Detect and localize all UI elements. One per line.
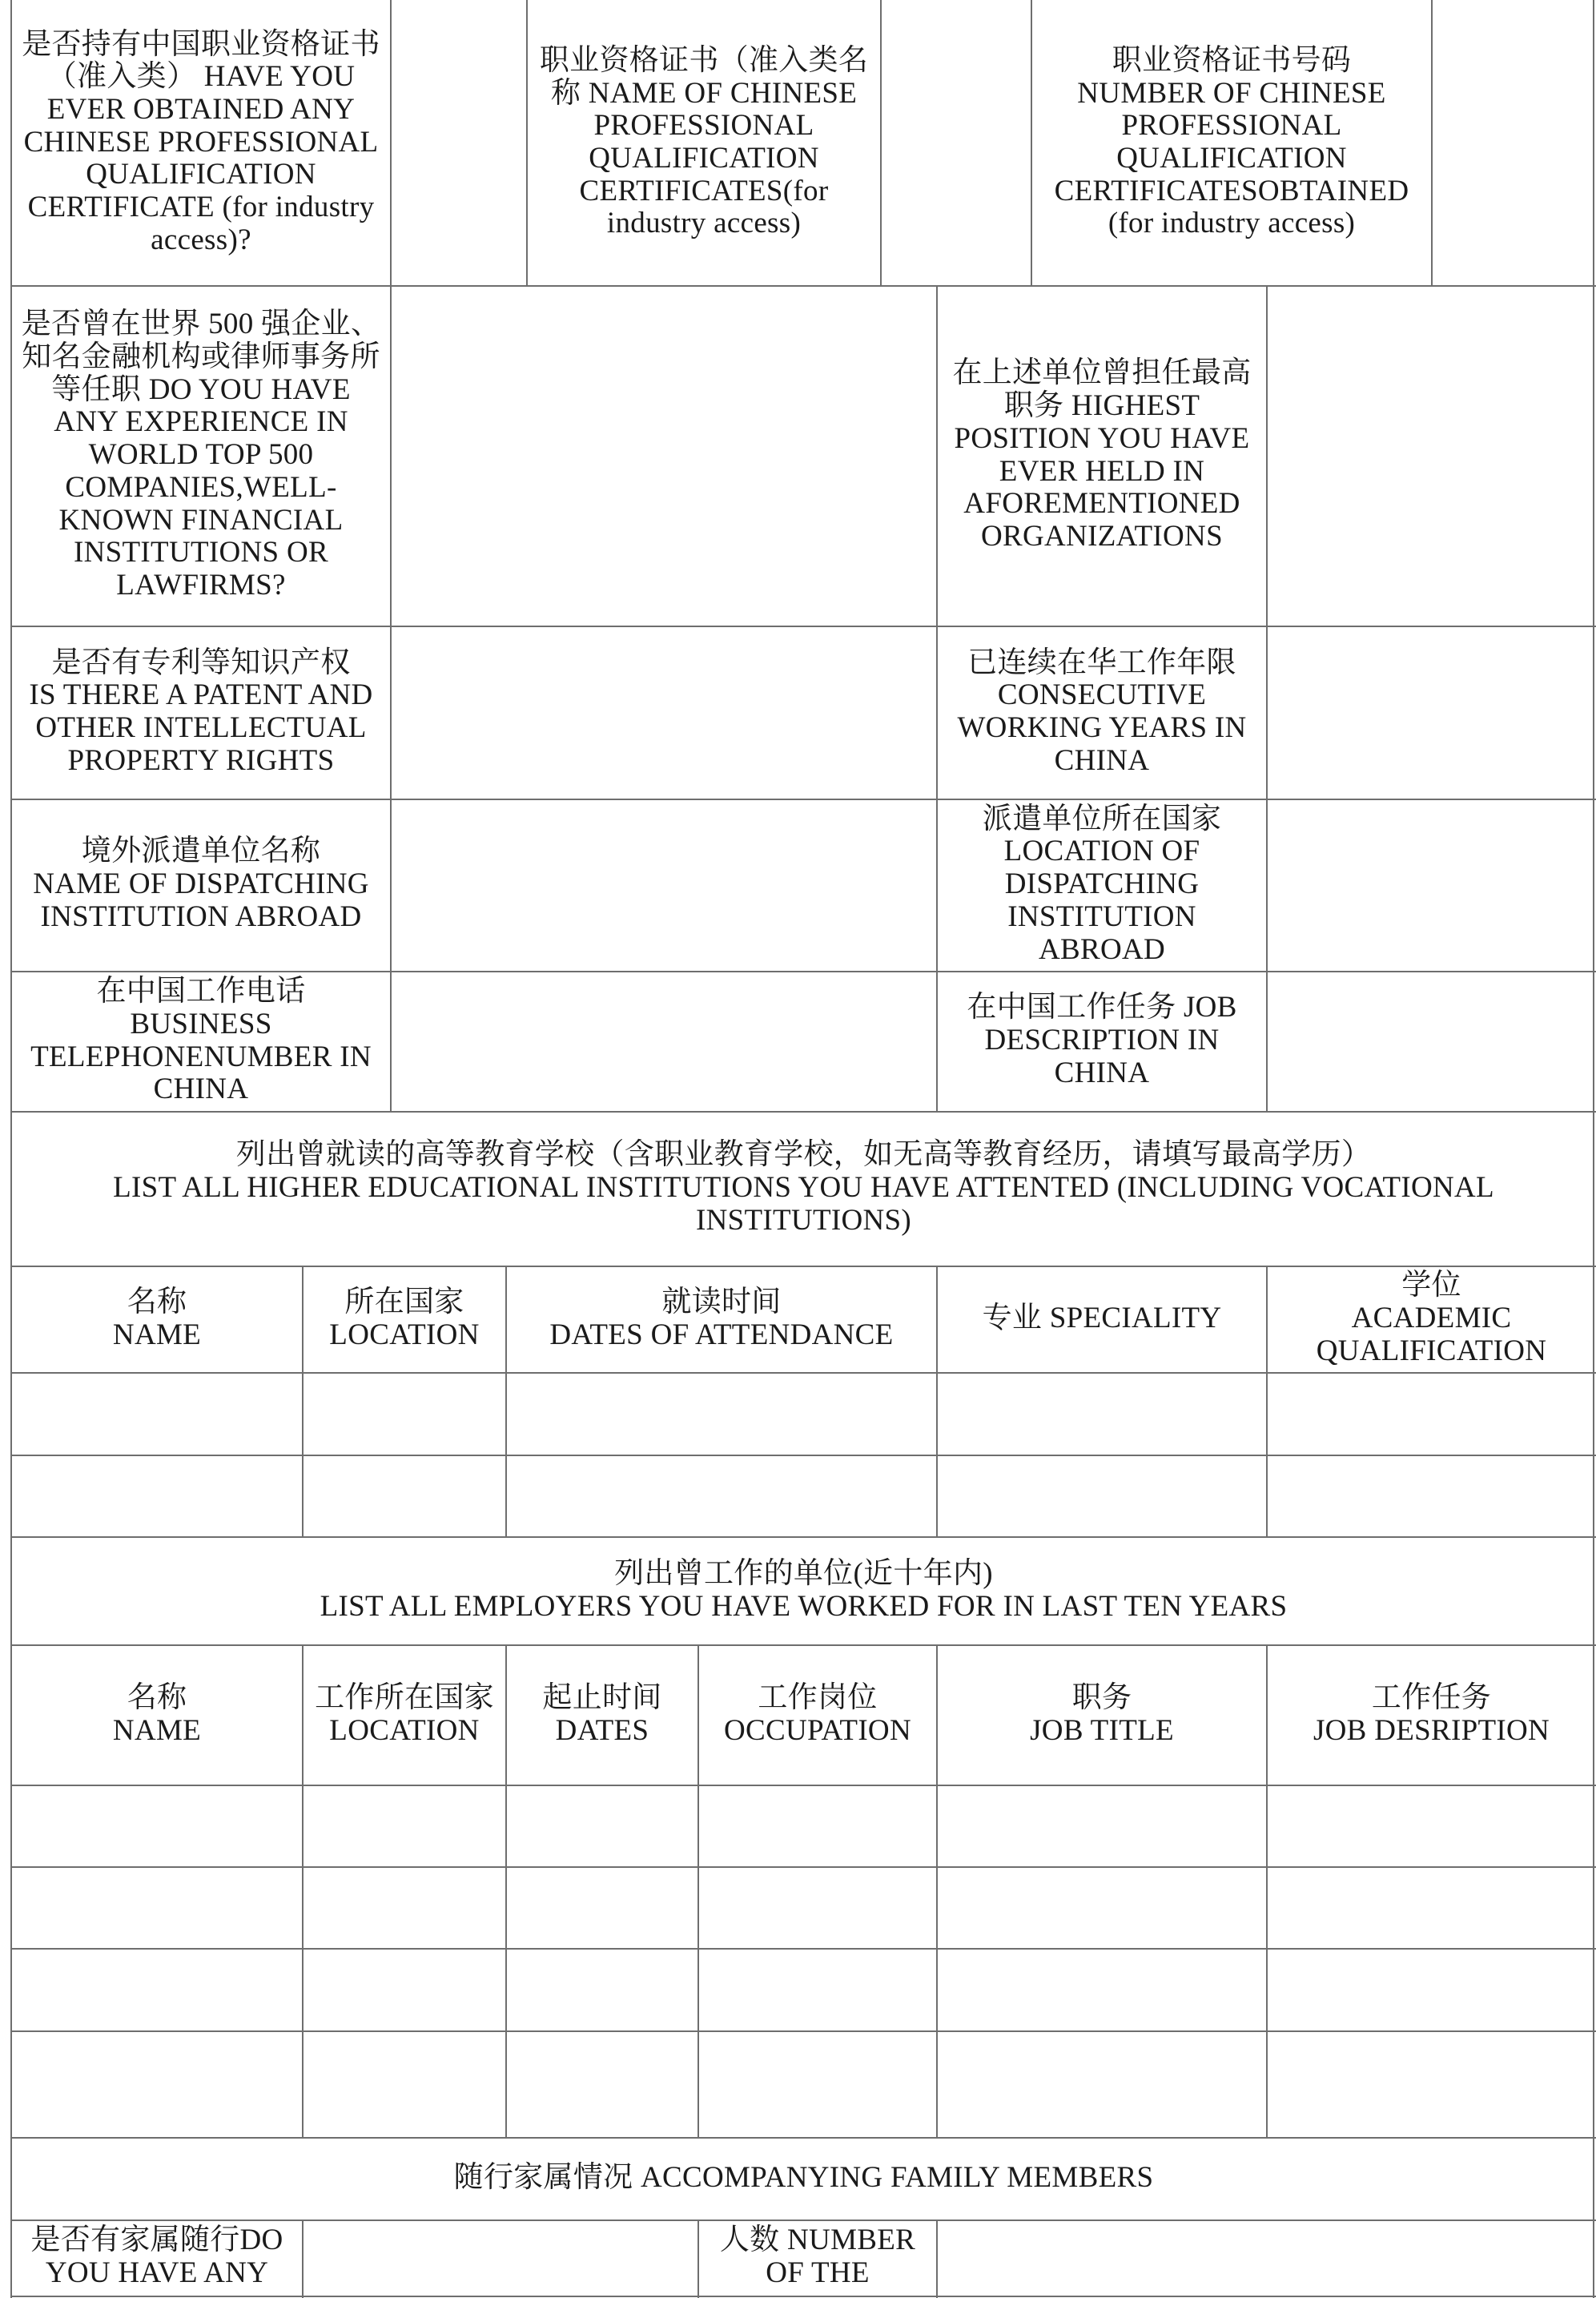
emp-row1-dates-field[interactable]: [506, 1785, 698, 1866]
family-question: 是否有家属随行DO YOU HAVE ANY: [30, 2224, 283, 2289]
grid-line: [526, 0, 528, 285]
edu-row1-location-field[interactable]: [303, 1372, 506, 1455]
emp-row3-job-title-field[interactable]: [937, 1948, 1267, 2030]
emp-col-occupation: 工作岗位 OCCUPATION: [724, 1680, 911, 1747]
top500-question: 是否曾在世界 500 强企业、知名金融机构或律师事务所等任职 DO YOU HAVE ANY EXPERIENCE IN WORLD TOP 500 COMPANIES,WELL-KNOWN FINANCIAL INSTITUTIONS OR LAWFIRMS?: [21, 308, 381, 602]
grid-line: [302, 1644, 304, 2137]
edu-row2-location-field[interactable]: [303, 1455, 506, 1536]
qualification-name-label: 职业资格证书（准入类名 称 NAME OF CHINESE PROFESSIONAL QUALIFICATION CERTIFICATES(for industry access): [539, 43, 869, 240]
emp-row2-dates-field[interactable]: [506, 1866, 698, 1948]
grid-line: [11, 1266, 1596, 1267]
edu-row2-name-field[interactable]: [11, 1455, 303, 1536]
grid-line: [11, 626, 1596, 627]
grid-line: [11, 971, 1596, 972]
grid-line: [1031, 0, 1032, 285]
edu-col-location: 所在国家 LOCATION: [329, 1285, 480, 1351]
grid-line: [11, 2220, 1596, 2221]
grid-line: [880, 0, 882, 285]
edu-col-speciality: 专业 SPECIALITY: [982, 1302, 1222, 1335]
emp-row4-occupation-field[interactable]: [698, 2030, 937, 2137]
edu-row1-speciality-field[interactable]: [937, 1372, 1267, 1455]
business-phone-field[interactable]: [391, 971, 937, 1111]
grid-line: [390, 285, 392, 1111]
emp-col-name: 名称 NAME: [112, 1680, 202, 1747]
dispatch-location-field[interactable]: [1267, 799, 1596, 971]
consecutive-years-field[interactable]: [1267, 626, 1596, 799]
emp-row1-job-description-field[interactable]: [1267, 1785, 1596, 1866]
patent-question: 是否有专利等知识产权 IS THERE A PATENT AND OTHER INTELLECTUAL PROPERTY RIGHTS: [29, 646, 373, 777]
business-phone-label: 在中国工作电话 BUSINESS TELEPHONENUMBER IN CHINA: [30, 975, 372, 1106]
grid-line: [302, 1266, 304, 1536]
emp-row2-name-field[interactable]: [11, 1866, 303, 1948]
emp-row1-name-field[interactable]: [11, 1785, 303, 1866]
grid-line: [936, 285, 938, 1111]
emp-row3-location-field[interactable]: [303, 1948, 506, 2030]
dispatch-location-label: 派遣单位所在国家 LOCATION OF DISPATCHING INSTITUTION ABROAD: [982, 802, 1222, 966]
edu-row1-name-field[interactable]: [11, 1372, 303, 1455]
grid-line: [11, 1372, 1596, 1374]
emp-row4-name-field[interactable]: [11, 2030, 303, 2137]
grid-line: [1593, 0, 1594, 2298]
job-description-label: 在中国工作任务 JOB DESCRIPTION IN CHINA: [967, 991, 1237, 1089]
emp-row1-occupation-field[interactable]: [698, 1785, 937, 1866]
grid-line: [697, 1644, 699, 2137]
grid-line: [1266, 285, 1268, 1111]
patent-answer-field[interactable]: [391, 626, 937, 799]
grid-line: [11, 799, 1596, 800]
edu-row1-qualification-field[interactable]: [1267, 1372, 1596, 1455]
emp-col-dates: 起止时间 DATES: [542, 1680, 662, 1747]
top500-answer-field[interactable]: [391, 285, 937, 626]
grid-line: [11, 1536, 1596, 1538]
grid-line: [390, 0, 392, 285]
grid-line: [936, 2220, 938, 2298]
emp-row2-job-description-field[interactable]: [1267, 1866, 1596, 1948]
edu-row2-dates-field[interactable]: [506, 1455, 937, 1536]
grid-line: [11, 2296, 1596, 2297]
education-section-header: 列出曾就读的高等教育学校（含职业教育学校，如无高等教育经历，请填写最高学历） LIST ALL HIGHER EDUCATIONAL INSTITUTIONS YOU HAVE ATTENTED (INCLUDING VOCATIONAL INSTITUTIONS): [113, 1138, 1494, 1237]
emp-row1-location-field[interactable]: [303, 1785, 506, 1866]
grid-line: [697, 2220, 699, 2298]
emp-row4-dates-field[interactable]: [506, 2030, 698, 2137]
emp-row2-location-field[interactable]: [303, 1866, 506, 1948]
emp-col-location: 工作所在国家 LOCATION: [315, 1680, 494, 1747]
grid-line: [11, 1785, 1596, 1786]
emp-col-job-description: 工作任务 JOB DESRIPTION: [1313, 1680, 1550, 1747]
grid-line: [1431, 0, 1433, 285]
grid-line: [302, 2220, 304, 2298]
emp-row2-job-title-field[interactable]: [937, 1866, 1267, 1948]
emp-row3-job-description-field[interactable]: [1267, 1948, 1596, 2030]
qualification-number-field[interactable]: [1432, 0, 1596, 285]
consecutive-years-label: 已连续在华工作年限 CONSECUTIVE WORKING YEARS IN CHINA: [957, 646, 1247, 777]
edu-row1-dates-field[interactable]: [506, 1372, 937, 1455]
grid-line: [505, 1644, 507, 2137]
emp-row3-occupation-field[interactable]: [698, 1948, 937, 2030]
grid-line: [11, 2030, 1596, 2032]
qualification-question: 是否持有中国职业资格证书（准入类） HAVE YOU EVER OBTAINED ANY CHINESE PROFESSIONAL QUALIFICATION CERTIFICATE (for industry access)?: [22, 27, 380, 256]
grid-line: [11, 1455, 1596, 1456]
grid-line: [1266, 1266, 1268, 1536]
grid-line: [936, 1644, 938, 2137]
emp-row4-job-description-field[interactable]: [1267, 2030, 1596, 2137]
dispatch-institution-label: 境外派遣单位名称 NAME OF DISPATCHING INSTITUTION ABROAD: [33, 835, 369, 933]
emp-row4-location-field[interactable]: [303, 2030, 506, 2137]
highest-position-label: 在上述单位曾担任最高职务 HIGHEST POSITION YOU HAVE EVER HELD IN AFOREMENTIONED ORGANIZATIONS: [952, 356, 1252, 553]
qualification-answer-field[interactable]: [391, 0, 527, 285]
emp-row2-occupation-field[interactable]: [698, 1866, 937, 1948]
qualification-name-field[interactable]: [881, 0, 1031, 285]
family-answer-field[interactable]: [303, 2220, 698, 2298]
job-description-field[interactable]: [1267, 971, 1596, 1111]
emp-col-job-title: 职务 JOB TITLE: [1030, 1680, 1174, 1747]
dispatch-institution-field[interactable]: [391, 799, 937, 971]
grid-line: [11, 1866, 1596, 1868]
emp-row1-job-title-field[interactable]: [937, 1785, 1267, 1866]
family-section-header: 随行家属情况 ACCOMPANYING FAMILY MEMBERS: [453, 2161, 1154, 2195]
grid-line: [11, 1644, 1596, 1646]
edu-col-name: 名称 NAME: [112, 1285, 202, 1351]
grid-line: [11, 2137, 1596, 2139]
employment-section-header: 列出曾工作的单位(近十年内) LIST ALL EMPLOYERS YOU HAVE WORKED FOR IN LAST TEN YEARS: [320, 1556, 1288, 1623]
family-number-label: 人数 NUMBER OF THE: [719, 2224, 916, 2289]
grid-line: [1266, 1644, 1268, 2137]
grid-line: [11, 1111, 1596, 1113]
grid-line: [11, 1948, 1596, 1950]
emp-row3-name-field[interactable]: [11, 1948, 303, 2030]
emp-row3-dates-field[interactable]: [506, 1948, 698, 2030]
highest-position-field[interactable]: [1267, 285, 1596, 626]
grid-line: [505, 1266, 507, 1536]
edu-row2-speciality-field[interactable]: [937, 1455, 1267, 1536]
grid-line: [10, 0, 12, 2298]
edu-col-qualification: 学位 ACADEMIC QUALIFICATION: [1316, 1269, 1547, 1367]
edu-col-dates: 就读时间 DATES OF ATTENDANCE: [549, 1285, 894, 1351]
qualification-number-label: 职业资格证书号码 NUMBER OF CHINESE PROFESSIONAL QUALIFICATION CERTIFICATESOBTAINED (for industry access): [1054, 43, 1409, 240]
grid-line: [11, 285, 1596, 287]
emp-row4-job-title-field[interactable]: [937, 2030, 1267, 2137]
family-number-field[interactable]: [937, 2220, 1596, 2298]
edu-row2-qualification-field[interactable]: [1267, 1455, 1596, 1536]
grid-line: [936, 1266, 938, 1536]
